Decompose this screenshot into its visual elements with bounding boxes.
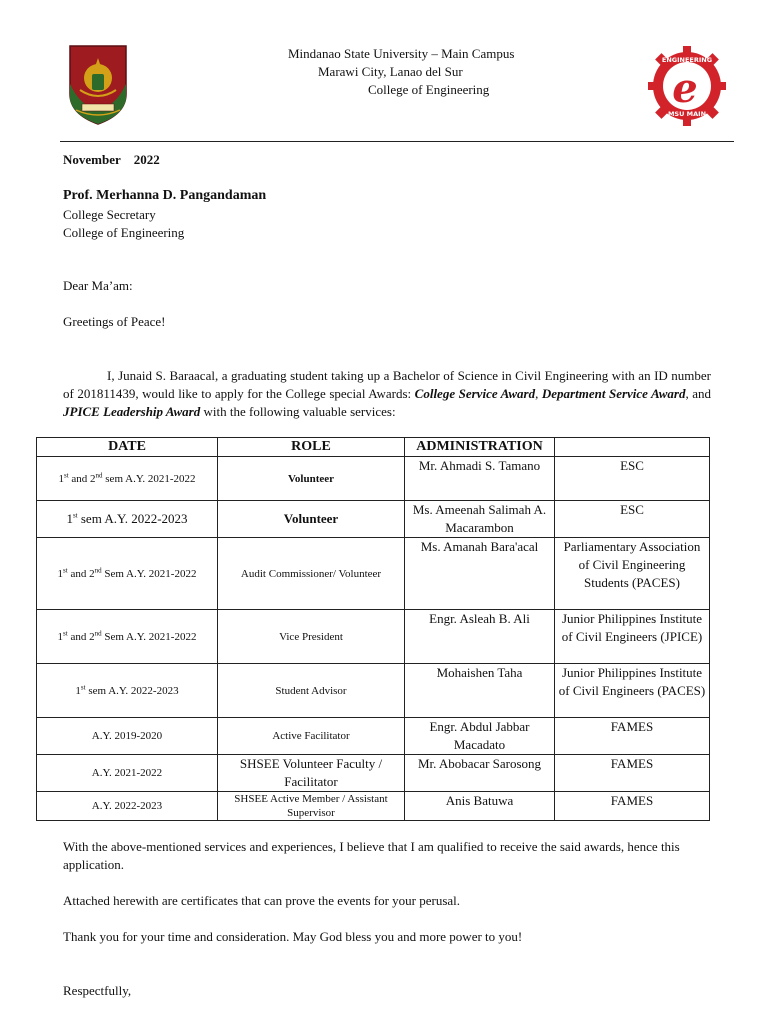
cell-role: Student Advisor bbox=[218, 664, 405, 718]
cell-date: A.Y. 2019-2020 bbox=[37, 718, 218, 755]
logo-top-text: ENGINEERING bbox=[661, 56, 713, 64]
table-row bbox=[37, 457, 710, 501]
recipient-name: Prof. Merhanna D. Pangandaman bbox=[63, 188, 267, 203]
closing-paragraph-2: Attached herewith are certificates that can prove the events for your perusal. bbox=[63, 893, 461, 908]
cell-organization: Junior Philippines Institute of Civil Engineers (PACES) bbox=[555, 664, 710, 718]
services-table bbox=[36, 437, 710, 821]
cell-administration: Mohaishen Taha bbox=[405, 664, 555, 718]
cell-role: Volunteer bbox=[218, 501, 405, 538]
cell-organization: ESC bbox=[555, 457, 710, 501]
engineering-gear-logo bbox=[648, 46, 726, 126]
cell-date: 1st and 2nd Sem A.Y. 2021-2022 bbox=[37, 538, 218, 610]
cell-role: Volunteer bbox=[218, 457, 405, 501]
cell-administration: Mr. Abobacar Sarosong bbox=[405, 755, 555, 792]
body-separator: , and bbox=[685, 386, 712, 401]
cell-organization: FAMES bbox=[555, 718, 710, 755]
letter-date bbox=[63, 152, 160, 168]
cell-administration: Engr. Abdul Jabbar Macadato bbox=[405, 718, 555, 755]
cell-date: A.Y. 2022-2023 bbox=[37, 792, 218, 821]
salutation: Dear Ma’am: bbox=[63, 278, 133, 293]
cell-role: Vice President bbox=[218, 610, 405, 664]
header-organization bbox=[555, 438, 710, 457]
cell-date: 1st and 2nd Sem A.Y. 2021-2022 bbox=[37, 610, 218, 664]
cell-role: Active Facilitator bbox=[218, 718, 405, 755]
cell-organization: FAMES bbox=[555, 792, 710, 821]
award-college-service: College Service Award bbox=[414, 386, 536, 401]
table-row bbox=[37, 792, 710, 821]
university-city: Marawi City, Lanao del Sur bbox=[318, 64, 463, 79]
date-year: 2022 bbox=[133, 152, 160, 167]
table-row bbox=[37, 610, 710, 664]
header-divider bbox=[60, 141, 734, 142]
table-header-row bbox=[37, 438, 710, 457]
table-row bbox=[37, 538, 710, 610]
recipient-college: College of Engineering bbox=[63, 225, 185, 240]
closing-paragraph-3: Thank you for your time and consideration. May God bless you and more power to you! bbox=[63, 929, 523, 944]
cell-date: 1st sem A.Y. 2022-2023 bbox=[37, 501, 218, 538]
cell-role: SHSEE Volunteer Faculty / Facilitator bbox=[218, 755, 405, 792]
recipient-title: College Secretary bbox=[63, 207, 156, 222]
logo-bottom-text: MSU MAIN bbox=[667, 110, 707, 118]
body-intro: I, Junaid S. Baraacal, a graduating student taking up a Bachelor of Science in Civil Engineering with an ID number of 201811439, would like to apply for the College special Awards: bbox=[63, 368, 711, 401]
cell-administration: Engr. Asleah B. Ali bbox=[405, 610, 555, 664]
cell-organization: FAMES bbox=[555, 755, 710, 792]
table-row bbox=[37, 755, 710, 792]
greeting: Greetings of Peace! bbox=[63, 314, 166, 329]
header-administration: ADMINISTRATION bbox=[405, 438, 555, 457]
body-separator: , bbox=[535, 386, 542, 401]
cell-organization: Junior Philippines Institute of Civil Engineers (JPICE) bbox=[555, 610, 710, 664]
award-department-service: Department Service Award bbox=[541, 386, 686, 401]
cell-organization: Parliamentary Association of Civil Engineering Students (PACES) bbox=[555, 538, 710, 610]
header-role: ROLE bbox=[218, 438, 405, 457]
cell-administration: Mr. Ahmadi S. Tamano bbox=[405, 457, 555, 501]
award-jpice-leadership: JPICE Leadership Award bbox=[63, 404, 201, 419]
cell-organization: ESC bbox=[555, 501, 710, 538]
header-date: DATE bbox=[37, 438, 218, 457]
cell-administration: Anis Batuwa bbox=[405, 792, 555, 821]
cell-role: SHSEE Active Member / Assistant Supervisor bbox=[218, 792, 405, 821]
cell-administration: Ms. Ameenah Salimah A. Macarambon bbox=[405, 501, 555, 538]
cell-date: 1st sem A.Y. 2022-2023 bbox=[37, 664, 218, 718]
college-name: College of Engineering bbox=[368, 82, 490, 97]
signoff: Respectfully, bbox=[63, 983, 132, 998]
cell-date: A.Y. 2021-2022 bbox=[37, 755, 218, 792]
table-row bbox=[37, 501, 710, 538]
table-row bbox=[37, 718, 710, 755]
body-end: with the following valuable services: bbox=[200, 404, 396, 419]
cell-administration: Ms. Amanah Bara'acal bbox=[405, 538, 555, 610]
closing-paragraph-1: With the above-mentioned services and experiences, I believe that I am qualified to receive the said awards, hence this application. bbox=[63, 839, 680, 872]
body-paragraph bbox=[63, 367, 711, 421]
cell-role: Audit Commissioner/ Volunteer bbox=[218, 538, 405, 610]
table-row bbox=[37, 664, 710, 718]
cell-date: 1st and 2nd sem A.Y. 2021-2022 bbox=[37, 457, 218, 501]
logo-letter: e bbox=[672, 65, 698, 112]
date-month: November bbox=[63, 152, 121, 167]
msu-seal-logo bbox=[66, 44, 130, 126]
university-name: Mindanao State University – Main Campus bbox=[288, 46, 515, 61]
